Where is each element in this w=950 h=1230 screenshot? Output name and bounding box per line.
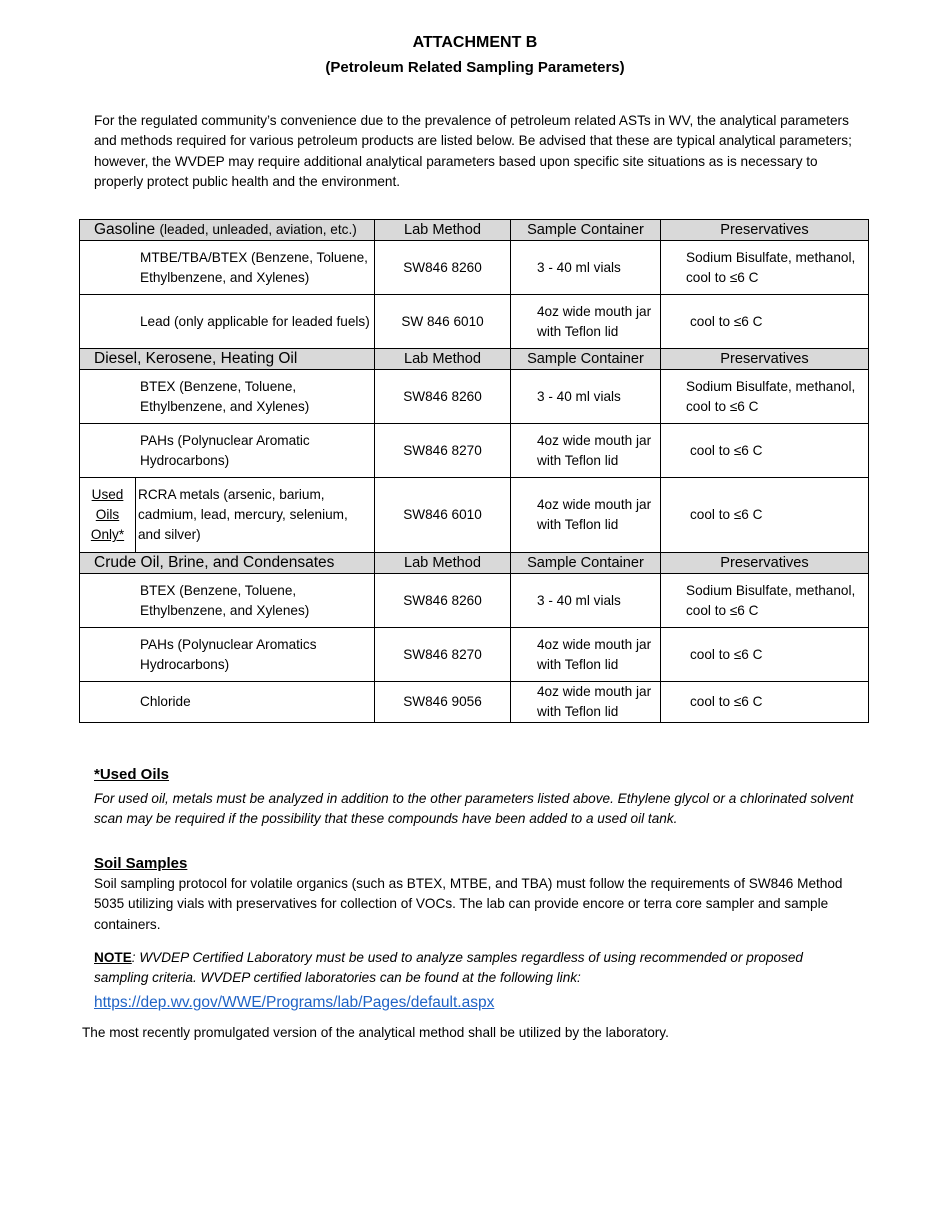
crude-header-row	[80, 553, 869, 574]
col-header-method: Lab Method	[375, 553, 511, 574]
used-oils-text: For used oil, metals must be analyzed in addition to the other parameters listed above. Ethylene glycol or a chlorinated solvent scan may be required if the possibility that these compounds have been added to a used oil tank.	[94, 791, 854, 827]
col-header-method: Lab Method	[375, 220, 511, 241]
intro-paragraph: For the regulated community’s convenience due to the prevalence of petroleum related ASTs in WV, the analytical parameters and methods required for various petroleum products are listed below. Be advised that these are typical analytical parameters; however, the WVDEP may require additional analytical parameters based upon specific site situations as is necessary to properly protect public health and the environment.	[94, 113, 852, 189]
param-cell: BTEX (Benzene, Toluene, Ethylbenzene, and Xylenes)	[80, 574, 375, 628]
note-text: : WVDEP Certified Laboratory must be used to analyze samples regardless of using recommended or proposed sampling criteria. WVDEP certified laboratories can be found at the following link:	[94, 950, 803, 986]
container-cell: 4oz wide mouth jar with Teflon lid	[511, 424, 661, 478]
col-header-preservatives: Preservatives	[661, 349, 869, 370]
preservatives-cell: Sodium Bisulfate, methanol, cool to ≤6 C	[661, 241, 869, 295]
preservatives-cell: Sodium Bisulfate, methanol, cool to ≤6 C	[661, 370, 869, 424]
container-cell: 4oz wide mouth jar with Teflon lid	[511, 295, 661, 349]
preservatives-cell: Sodium Bisulfate, methanol, cool to ≤6 C	[661, 574, 869, 628]
method-cell: SW846 8260	[375, 241, 511, 295]
table-row	[80, 295, 869, 349]
method-cell: SW 846 6010	[375, 295, 511, 349]
gasoline-header-row	[80, 220, 869, 241]
container-cell: 3 - 40 ml vials	[511, 574, 661, 628]
method-cell: SW846 8270	[375, 628, 511, 682]
preservatives-cell: cool to ≤6 C	[661, 295, 869, 349]
group-title-diesel: Diesel, Kerosene, Heating Oil	[80, 349, 375, 370]
param-cell: Lead (only applicable for leaded fuels)	[80, 295, 375, 349]
param-cell: PAHs (Polynuclear Aromatics Hydrocarbons)	[80, 628, 375, 682]
col-header-preservatives: Preservatives	[661, 220, 869, 241]
col-header-container: Sample Container	[511, 349, 661, 370]
table-row	[80, 424, 869, 478]
closing-statement: The most recently promulgated version of the analytical method shall be utilized by the laboratory.	[82, 1025, 669, 1040]
sampling-parameters-table	[79, 219, 869, 723]
container-cell: 3 - 40 ml vials	[511, 241, 661, 295]
used-oils-heading: *Used Oils	[94, 766, 170, 783]
soil-samples-text: Soil sampling protocol for volatile organics (such as BTEX, MTBE, and TBA) must follow the requirements of SW846 Method 5035 utilizing vials with preservatives for collection of VOCs. The lab can provide encore or terra core sampler and sample containers.	[94, 876, 843, 932]
param-cell: RCRA metals (arsenic, barium, cadmium, lead, mercury, selenium, and silver)	[136, 478, 375, 553]
method-cell: SW846 8270	[375, 424, 511, 478]
group-note-gasoline: (leaded, unleaded, aviation, etc.)	[159, 222, 357, 237]
used-oils-only-tag: Used Oils Only*	[80, 478, 136, 553]
param-cell: MTBE/TBA/BTEX (Benzene, Toluene, Ethylbenzene, and Xylenes)	[80, 241, 375, 295]
param-cell: Chloride	[80, 682, 375, 723]
preservatives-cell: cool to ≤6 C	[661, 682, 869, 723]
col-header-method: Lab Method	[375, 349, 511, 370]
container-cell: 4oz wide mouth jar with Teflon lid	[511, 628, 661, 682]
note-label: NOTE	[94, 950, 132, 965]
param-cell: PAHs (Polynuclear Aromatic Hydrocarbons)	[80, 424, 375, 478]
container-cell: 4oz wide mouth jar with Teflon lid	[511, 682, 661, 723]
group-title-gasoline: Gasoline (leaded, unleaded, aviation, etc.)	[80, 220, 375, 241]
table-row	[80, 241, 869, 295]
container-cell: 4oz wide mouth jar with Teflon lid	[511, 478, 661, 553]
page-title: ATTACHMENT B	[412, 34, 538, 51]
table-row	[80, 370, 869, 424]
preservatives-cell: cool to ≤6 C	[661, 424, 869, 478]
preservatives-cell: cool to ≤6 C	[661, 628, 869, 682]
param-cell: BTEX (Benzene, Toluene, Ethylbenzene, and Xylenes)	[80, 370, 375, 424]
table-row	[80, 628, 869, 682]
col-header-container: Sample Container	[511, 220, 661, 241]
table-row	[80, 574, 869, 628]
method-cell: SW846 6010	[375, 478, 511, 553]
page-subtitle: (Petroleum Related Sampling Parameters)	[325, 59, 625, 76]
col-header-container: Sample Container	[511, 553, 661, 574]
diesel-header-row	[80, 349, 869, 370]
method-cell: SW846 8260	[375, 574, 511, 628]
table-row	[80, 682, 869, 723]
col-header-preservatives: Preservatives	[661, 553, 869, 574]
wvdep-lab-link[interactable]: https://dep.wv.gov/WWE/Programs/lab/Pages/default.aspx	[94, 994, 495, 1011]
container-cell: 3 - 40 ml vials	[511, 370, 661, 424]
method-cell: SW846 9056	[375, 682, 511, 723]
note-paragraph	[94, 948, 854, 989]
group-title-crude: Crude Oil, Brine, and Condensates	[80, 553, 375, 574]
table-row	[80, 478, 869, 553]
soil-samples-heading: Soil Samples	[94, 855, 188, 872]
preservatives-cell: cool to ≤6 C	[661, 478, 869, 553]
method-cell: SW846 8260	[375, 370, 511, 424]
